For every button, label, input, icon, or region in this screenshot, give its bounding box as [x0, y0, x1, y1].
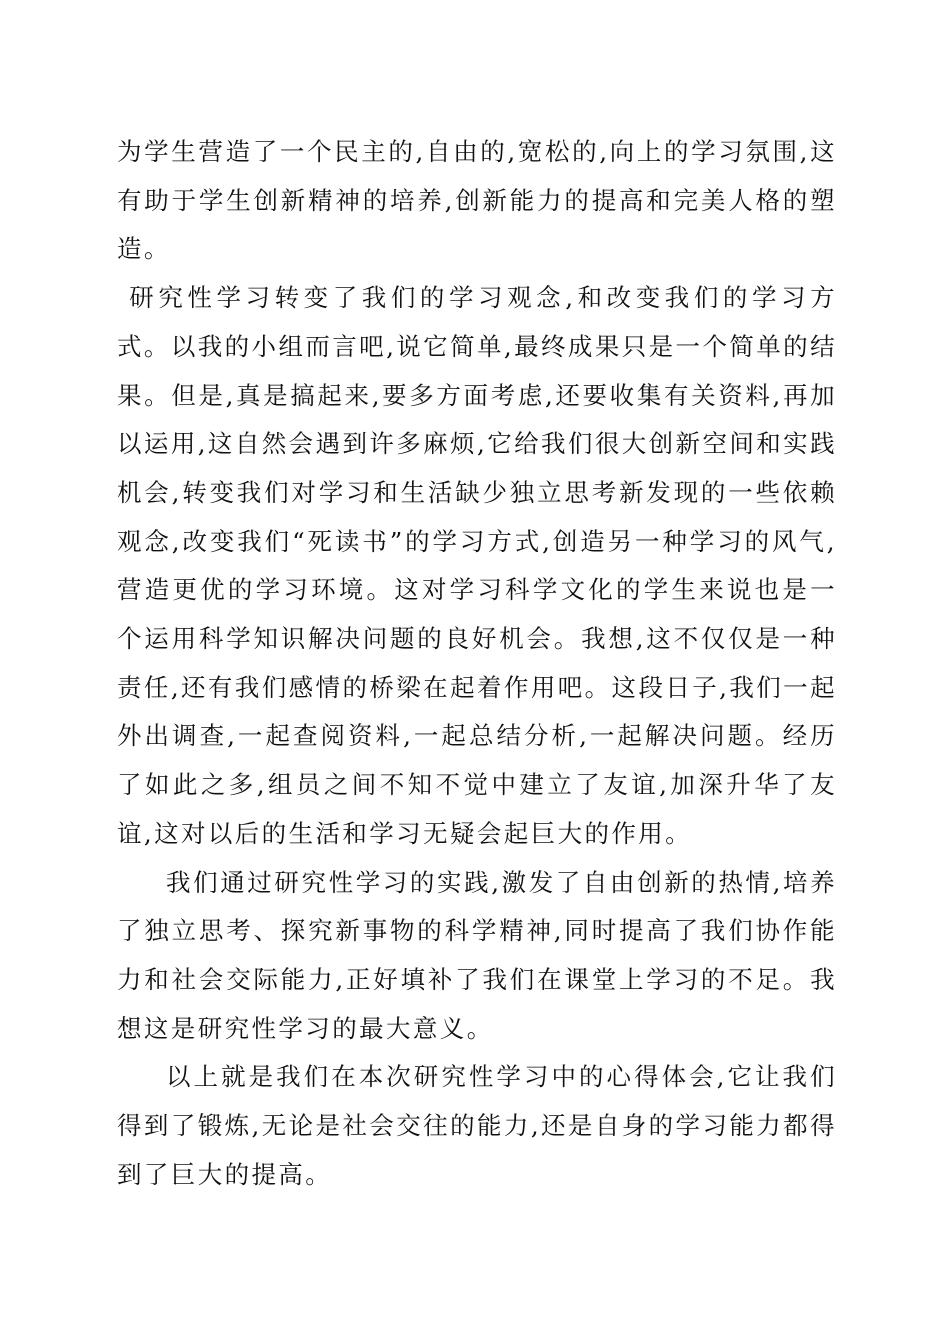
paragraph-research-learning: 研究性学习转变了我们的学习观念,和改变我们的学习方式。以我的小组而言吧,说它简单,最终成果只是一个简单的结果。但是,真是搞起来,要多方面考虑,还要收集有关资料,再加以运用,这自然会遇到许多麻烦,它给我们很大创新空间和实践机会,转变我们对学习和生活缺少独立思考新发现的一些依赖观念,改变我们“死读书”的学习方式,创造另一种学习的风气,营造更优的学习环境。这对学习科学文化的学生来说也是一个运用科学知识解决问题的良好机会。我想,这不仅仅是一种责任,还有我们感情的桥梁在起着作用吧。这段日子,我们一起外出调查,一起查阅资料,一起总结分析,一起解决问题。经历了如此之多,组员之间不知不觉中建立了友谊,加深升华了友谊,这对以后的生活和学习无疑会起巨大的作用。 [117, 283, 837, 848]
paragraph-conclusion: 以上就是我们在本次研究性学习中的心得体会,它让我们得到了锻炼,无论是社会交往的能力,还是自身的学习能力都得到了巨大的提高。 [117, 1062, 837, 1189]
paragraph-practice: 我们通过研究性学习的实践,激发了自由创新的热情,培养了独立思考、探究新事物的科学精神,同时提高了我们协作能力和社会交际能力,正好填补了我们在课堂上学习的不足。我想这是研究性学习的最大意义。 [117, 867, 837, 1043]
paragraph-continuation: 为学生营造了一个民主的,自由的,宽松的,向上的学习氛围,这有助于学生创新精神的培养,创新能力的提高和完美人格的塑造。 [117, 137, 837, 264]
document-body [117, 128, 837, 1199]
